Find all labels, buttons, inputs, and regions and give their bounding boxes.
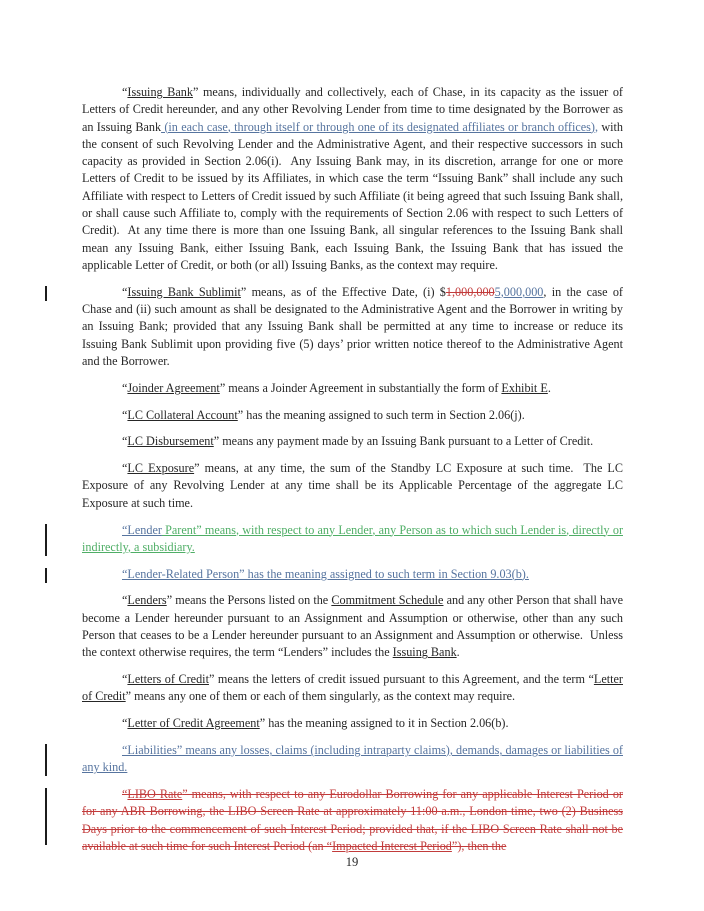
text-run: Issuing Bank Sublimit [127, 284, 241, 299]
text-run: Letter of Credit Agreement [127, 716, 260, 731]
text-run: Lenders [127, 593, 167, 608]
para-lender-related-person [82, 566, 623, 583]
text-run: . [547, 380, 551, 395]
text-run: Joinder Agreement [127, 380, 220, 395]
text-run: Exhibit E [501, 380, 548, 395]
text-run: Issuing Bank [127, 85, 193, 99]
text-run: ” means any payment made by an Issuing Bank pursuant to a Letter of Credit. [213, 434, 594, 449]
para-letter-of-credit-agreement [82, 715, 623, 732]
para-letters-of-credit [82, 671, 623, 706]
text-run: “ [122, 672, 128, 687]
text-run: and any other Person that shall have become a Lender hereunder pursuant to an Assignment and Assumption or otherwise, other than any such Person that ceases to be a Lender hereunder pursuant to an Assignment and Assumption or otherwise. Unless the context otherwise requires, the term “Lenders” includes the [82, 593, 623, 660]
text-run: LC Exposure [127, 461, 195, 476]
text-run: LIBO Rate [127, 787, 183, 802]
text-run: LC Disbursement [127, 434, 214, 449]
text-run: Impacted Interest Period [332, 838, 452, 853]
text-run: Issuing Bank [392, 645, 457, 660]
text-run: ” has the meaning assigned to such term in Section 2.06(j). [237, 407, 525, 422]
text-run: “ [122, 593, 128, 608]
text-run: 5,000,000 [494, 284, 544, 299]
para-lender-parent [82, 522, 623, 557]
text-run: 1,000,000 [445, 284, 495, 299]
change-bar [45, 524, 47, 556]
text-run: ” means, at any time, the sum of the Standby LC Exposure at such time. The LC Exposure of any Revolving Lender at any time shall be its Applicable Percentage of the aggregate LC Exposure at such time. [82, 461, 624, 510]
change-bar [45, 568, 47, 583]
text-run: (in each case, through itself or through one of its designated affiliates or branch offices), [161, 119, 599, 134]
para-libo-rate [82, 786, 623, 855]
text-run: “ [122, 284, 128, 299]
text-run: ” means, as of the Effective Date, (i) $ [240, 284, 446, 299]
text-run: ” means, with respect to any Eurodollar Borrowing for any applicable Interest Period or for any ABR Borrowing, the LIBO Screen Rate at approximately 11:00 a.m., London time, two (2) Business Days prior to the commencement of such Interest Period; provided that, if the LIBO Screen Rate shall not be available at such time for such Interest Period (an “ [82, 787, 623, 853]
change-bar [45, 788, 47, 845]
change-bar [45, 286, 47, 301]
text-run: ” means a Joinder Agreement in substantially the form of [219, 380, 502, 395]
text-run: Letter of Credit [82, 672, 623, 704]
text-run: “ [122, 461, 128, 476]
text-run: ” means the letters of credit issued pursuant to this Agreement, and the term “ [208, 672, 594, 687]
text-run: , in the case of Chase and (ii) such amount as shall be designated to the Administrative Agent and the Borrower in writing by an Issuing Bank; provided that any Issuing Bank shall be permitted at any time to increase or reduce its Issuing Bank Sublimit upon providing five (5) days’ prior written notice thereof to the Administrative Agent and the Borrower. [82, 284, 623, 368]
text-run: Parent” means, with respect to any Lender, any Person as to which such Lender is, directly or indirectly, a subsidiary. [82, 522, 623, 554]
text-run: ” means the Persons listed on the [166, 593, 332, 608]
text-run: ” has the meaning assigned to it in Section 2.06(b). [259, 716, 509, 731]
text-run: ”), then the [451, 838, 507, 853]
text-run: “ [122, 787, 128, 802]
change-bar [45, 744, 47, 776]
text-run: with the consent of such Revolving Lender and the Administrative Agent, and their respective successors in such capacity as provided in Section 2.06(i). Any Issuing Bank may, in its discretion, arrange for one or more Letters of Credit to be issued by its Affiliates, in which case the term “Issuing Bank” shall include any such Affiliate with respect to Letters of Credit issued by such Affiliate (it being agreed that such Issuing Bank shall, or shall cause such Affiliate to, comply with the requirements of Section 2.06 with respect to such Letters of Credit). At any time there is more than one Issuing Bank, all singular references to the Issuing Bank shall mean any Issuing Bank, either Issuing Bank, each Issuing Bank, the Issuing Bank that has issued the applicable Letter of Credit, or both (or all) Issuing Banks, as the context may require. [82, 119, 623, 272]
text-run: “Liabilities” means any losses, claims (including intraparty claims), demands, damages or liabilities of any kind. [82, 743, 623, 775]
text-run: . [456, 645, 460, 660]
para-lc-exposure [82, 460, 623, 512]
text-run: ” means any one of them or each of them singularly, as the context may require. [125, 689, 516, 704]
text-run: “ [122, 716, 128, 731]
para-lc-collateral-account [82, 407, 623, 424]
page-number: 19 [345, 855, 359, 869]
text-run: LC Collateral Account [127, 407, 238, 422]
para-lc-disbursement [82, 433, 623, 450]
text-run: “ [122, 407, 128, 422]
text-run: “Lender [122, 522, 162, 537]
para-issuing-bank-sublimit [82, 284, 623, 370]
text-run: Letters of Credit [127, 672, 209, 687]
text-run: Commitment Schedule [331, 593, 444, 608]
para-lenders [82, 592, 623, 661]
para-liabilities [82, 742, 623, 777]
text-run: “ [122, 380, 128, 395]
definitions-text-block [82, 84, 623, 865]
para-joinder-agreement [82, 380, 623, 397]
text-run: “Lender-Related Person” has the meaning assigned to such term in Section 9.03(b). [122, 566, 529, 581]
text-run: “ [122, 85, 128, 99]
text-run: “ [122, 434, 128, 449]
para-issuing-bank [82, 84, 623, 274]
text-run: ” means, individually and collectively, each of Chase, in its capacity as the issuer of Letters of Credit hereunder, and any other Revolving Lender from time to time designated by the Borrower as an Issuing Bank [82, 85, 623, 134]
